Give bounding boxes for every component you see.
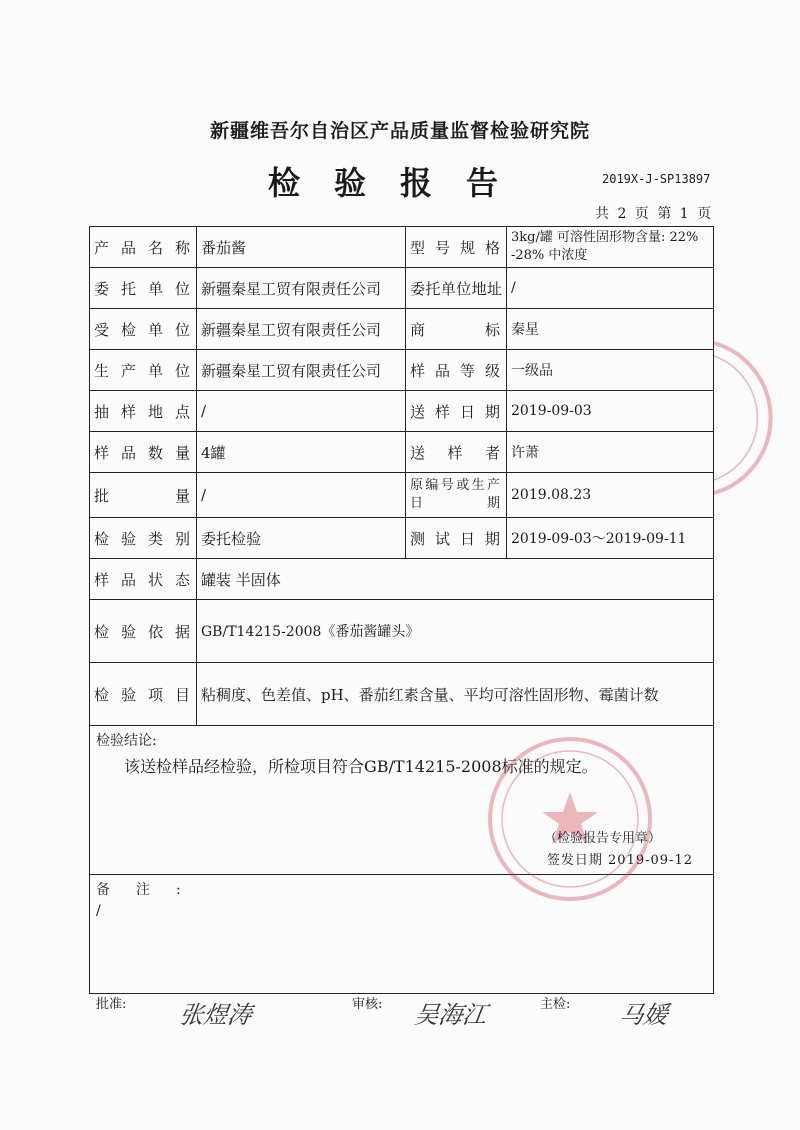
remarks-label: 备注:	[96, 882, 207, 898]
client-value: 新疆秦星工贸有限责任公司	[197, 268, 406, 309]
test-date-value: 2019-09-03～2019-09-11	[507, 518, 714, 559]
inspector-label: 主检:	[540, 997, 571, 1012]
client-address-label: 委托单位地址	[406, 268, 507, 309]
table-row	[90, 559, 714, 600]
sample-state-value: 罐装 半固体	[197, 559, 714, 600]
table-row	[90, 227, 714, 268]
report-number: 2019X-J-SP13897	[602, 172, 711, 186]
remarks-value: /	[96, 903, 101, 919]
items-value: 粘稠度、色差值、pH、番茄红素含量、平均可溶性固形物、霉菌计数	[197, 663, 714, 726]
basis-label: 检验依据	[90, 600, 197, 663]
client-label: 委托单位	[90, 268, 197, 309]
delivery-date-label: 送样日期	[406, 391, 507, 432]
model-spec-value: 3kg/罐 可溶性固形物含量: 22% -28% 中浓度	[507, 227, 714, 268]
conclusion-cell	[90, 726, 714, 875]
manufacturer-label: 生产单位	[90, 350, 197, 391]
sampling-site-label: 抽样地点	[90, 391, 197, 432]
basis-value: GB/T14215-2008《番茄酱罐头》	[197, 600, 714, 663]
delivery-date-value: 2019-09-03	[507, 391, 714, 432]
inspection-type-label: 检验类别	[90, 518, 197, 559]
issue-date: 签发日期 2019-09-12	[546, 853, 693, 868]
inspected-unit-label: 受检单位	[90, 309, 197, 350]
batch-value: /	[197, 473, 406, 518]
table-row	[90, 309, 714, 350]
inspector-signature: 马媛	[617, 1001, 670, 1029]
test-date-label: 测试日期	[406, 518, 507, 559]
sender-label: 送 样 者	[406, 432, 507, 473]
table-row	[90, 391, 714, 432]
table-row	[90, 268, 714, 309]
manufacturer-value: 新疆秦星工贸有限责任公司	[197, 350, 406, 391]
batch-no-date-value: 2019.08.23	[507, 473, 714, 518]
inspected-unit-value: 新疆秦星工贸有限责任公司	[197, 309, 406, 350]
sample-qty-value: 4罐	[197, 432, 406, 473]
approver-label: 批准:	[96, 997, 127, 1012]
organization-name: 新疆维吾尔自治区产品质量监督检验研究院	[209, 120, 590, 142]
product-name-label: 产品名称	[90, 227, 197, 268]
table-row	[90, 473, 714, 518]
inspection-type-value: 委托检验	[197, 518, 406, 559]
grade-value: 一级品	[507, 350, 714, 391]
stamp-note: （检验报告专用章）	[543, 831, 661, 846]
table-row	[90, 350, 714, 391]
sample-state-label: 样品状态	[90, 559, 197, 600]
reviewer-label: 审核:	[352, 997, 383, 1012]
table-row	[90, 600, 714, 663]
client-address-value: /	[507, 268, 714, 309]
grade-label: 样品等级	[406, 350, 507, 391]
approver-signature: 张煜涛	[177, 1001, 254, 1029]
sample-qty-label: 样品数量	[90, 432, 197, 473]
conclusion-label: 检验结论:	[96, 733, 157, 749]
trademark-value: 秦星	[507, 309, 714, 350]
batch-no-date-label: 原编号或生产日期	[406, 473, 507, 518]
official-seal-icon	[485, 734, 655, 904]
model-spec-label: 型号规格	[406, 227, 507, 268]
product-name-value: 番茄酱	[197, 227, 406, 268]
trademark-label: 商 标	[406, 309, 507, 350]
sender-value: 许萧	[507, 432, 714, 473]
reviewer-signature: 吴海江	[412, 1001, 489, 1029]
report-title: 检验报告	[267, 164, 532, 202]
report-table	[89, 226, 714, 994]
conclusion-row	[90, 726, 714, 875]
table-row	[90, 663, 714, 726]
table-row	[90, 432, 714, 473]
seam-seal-icon	[714, 338, 774, 498]
conclusion-text: 该送检样品经检验，所检项目符合GB/T14215-2008标准的规定。	[124, 757, 598, 776]
sampling-site-value: /	[197, 391, 406, 432]
batch-label: 批 量	[90, 473, 197, 518]
items-label: 检验项目	[90, 663, 197, 726]
page-count: 共 2 页 第 1 页	[595, 206, 714, 222]
table-row	[90, 518, 714, 559]
